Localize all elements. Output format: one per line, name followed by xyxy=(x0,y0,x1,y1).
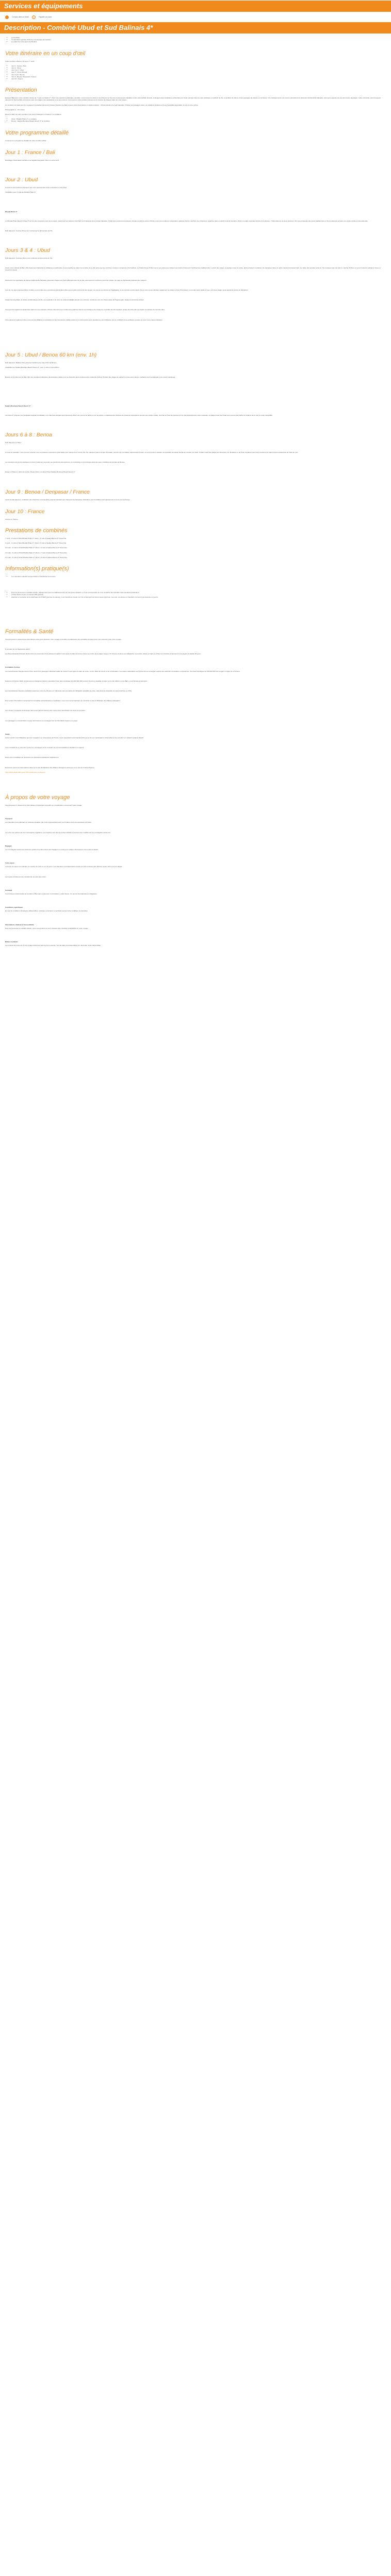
info-title: Information(s) pratique(s) xyxy=(5,565,69,572)
info-list xyxy=(5,575,386,578)
paragraph: Vous passerez également des moments inoubliables en participant à des cérémonies traditionnelles et en découvrant la vie quotidienne des habitants, tout en profitant d'une ambiance sereine au cœur de la nature balinaise. xyxy=(5,318,163,321)
paragraph: Retrouvez toutes les informations utiles sur le site du Ministère des Affaires étrangères ainsi que sur le site de l'Institut Pasteur. xyxy=(5,766,95,769)
description-content xyxy=(0,33,391,946)
paragraph: Les enfants de moins de 2 ans voyagent dans les bras de leurs parents. Les lits bébé sont disponibles sur demande, selon disponibilité. xyxy=(5,944,101,947)
itinerary-list xyxy=(5,65,386,80)
list-item: • Jour 2 : Ubud xyxy=(11,67,386,69)
paragraph: Pour les personnes à mobilité réduite, nous vous invitons à nous contacter afin d'étudier la faisabilité de votre voyage. xyxy=(5,927,89,929)
link-text[interactable]: https://www.diplomatie.gouv.fr/fr/conseils-aux-voyageurs/ xyxy=(5,771,45,773)
paragraph: Aucun vaccin n'est obligatoire pour les voyageurs en provenance de France. Il est cependant recommandé d'être à jour de ses vaccinations universelles et de consulter un médecin avant le départ. xyxy=(5,737,144,739)
list-item: • Combinaison ajoutée d'Ubud et sa paysage atmosphère xyxy=(11,39,386,41)
paragraph: Petit déjeuner. Journées libres pour continuer la découverte de l'île. xyxy=(5,257,53,260)
paragraph: Les ressortissants français souhaitant séjourner moins de 30 jours en Indonésie sont exemptés de l'obligation préalable de visa, mais doivent s'acquitter du visa à l'arrivée (e-VOA). xyxy=(5,689,133,692)
paragraph: Après le petit déjeuner, restitution des chambres et temps libre jusqu'au transfert vers l'aéroport de Denpasar. Assistance aux formalités d'enregistrement et envol pour la France. xyxy=(5,498,131,501)
page xyxy=(0,1,391,946)
programme-intro: Ci-dessous le programme détaillé de votre combiné à Bali : xyxy=(5,139,47,142)
paragraph: Les repas et boissons non mentionnés ne sont pas inclus. xyxy=(5,875,46,878)
legend-included: Compris dans ce forfait xyxy=(12,15,29,18)
legend-payable: Payable sur place xyxy=(38,15,52,18)
subheading: Conduite xyxy=(5,889,12,891)
paragraph: Depuis le 14 février 2024, les personnes étrangères doivent s'acquitter d'une taxe touristique de 150 000 IDR (environ 9 euros), payable en ligne sur le site officiel « Love Bali » ou à l'arrivée à l'aéroport. xyxy=(5,680,148,682)
legend xyxy=(0,12,391,22)
paragraph: Ubud, cœur culturel de Bali, offre beaucoup d'attractions artistiques et spirituelles. Il est possible de visiter les temples de la ville ainsi que les nombreux musées consacrés à l'art balinais. Le Palais Royal d'Ubud ouvre ses portes aux visiteurs qui désirent découvrir l'architecture traditionnelle. La forêt des singes, à quelques pas du centre, abrite plusieurs centaines de macaques dans un cadre naturel impressionnant, au milieu des temples anciens. Ne manquez pas non plus le marché d'Ubud, où vous trouverez artisanat, tissus et souvenirs locaux. xyxy=(5,267,381,272)
paragraph: Vous trouverez ci-dessous les informations importantes à prendre en considération concernant votre voyage. xyxy=(5,804,83,807)
paragraph: Retour à l'hôtel en début de soirée. Repas libres et nuits à l'hôtel Sadara Boutique Beach Resort 4*. xyxy=(5,471,76,473)
paragraph: La durée du séjour est calculée en nombre de nuits et non de jours. Les chambres sont disponibles à partir de 14h et doivent être libérées avant 12h le jour du départ. xyxy=(5,866,123,868)
paragraph: Installation au Sadara Boutique Beach Resort 4*, pour 4 nuits et repos libres. xyxy=(5,366,60,368)
services-banner: Services et équipements xyxy=(0,1,391,12)
paragraph: Les ressortissants français devront être munis d'un passeport individuel valide au moins 6 mois après la date de retour, et d'un billet de retour ou de continuation. Les autres nationalités sont priées de se renseigner auprès des autorités consulaires compétentes. Une taxe touristique de 150 000 IDR est à régler en ligne ou à l'arrivée. xyxy=(5,670,240,672)
paragraph: Installation pour 3 nuits au Rhadia Phalo 4*. xyxy=(5,191,37,194)
day-title: Jour 9 : Benoa / Denpasar / France xyxy=(5,488,90,495)
subheading: Informations relatives à l'accessibilité xyxy=(5,923,34,926)
list-item: • Attention à l'occasion de la célébration du NYEPI (journée du silence), il est interdit de circuler sur l'île et l'aéroport est fermé toute la journée. Les vols, excursions et transferts ne seront pas assurés ce jour-là. xyxy=(11,596,386,598)
paragraph: Visitez Gunung Batur, le volcan emblématique de l'île, pour assister à un lever de soleil inoubliable depuis son sommet. Continuez vers les chutes d'eau de Tegenungan, situées à proximité d'Ubud. xyxy=(5,299,144,301)
hotel-name: Sadara Boutique Beach Resort 4* xyxy=(5,405,31,408)
paragraph: Nous vous conseillons de souscrire une assurance assistance rapatriement. xyxy=(5,756,59,759)
list-item: • Le plaisir de votre séjour de Rendez xyxy=(11,41,386,43)
list-item: • L'hôtel dispose d'une connexion WiFi gratuite. xyxy=(11,594,386,596)
list-item: • Jour 5 : Ubud / Benoa xyxy=(11,71,386,73)
paragraph: Ce combiné est idéal pour les voyageurs souhaitant découvrir plusieurs facettes de Bali à travers deux destinations complémentaires : l'Ubud culturel et le Sud balnéaire. Profitez de paysages variés, de traditions vivantes et d'une hospitalité légendaire, le tout à votre rythme. xyxy=(5,104,199,106)
paragraph: Accueil à votre arrivée à l'aéroport par votre représentant local et transfert à votre hôtel. xyxy=(5,187,67,189)
payable-swatch-icon xyxy=(32,15,36,19)
list-item: • Jour 3 à 4 : Ubud xyxy=(11,69,386,71)
paragraph: Les compagnies aériennes limitent le poids et les dimensions des bagages en soute et en cabine. Renseignez-vous avant le départ. xyxy=(5,849,99,851)
list-item: • Jour 9 : Benoa / Denpasar / France xyxy=(11,76,386,78)
paragraph: Petit déjeuner à l'hôtel. xyxy=(5,441,22,444)
day-title: Jour 1 : France / Bali xyxy=(5,149,55,156)
paragraph: Les passagers en transit dans un pays tiers doivent se renseigner sur les formalités propres à ce pays. xyxy=(5,719,78,722)
paragraph: Il est fortement déconseillé de conduire à Bali sans expérience, la circulation y étant dense. Un permis international est obligatoire. xyxy=(5,893,97,895)
subheading: Santé xyxy=(5,733,10,735)
paragraph: Arrivée en France. xyxy=(5,518,19,520)
paragraph: Photographie 4 : Vos hôtels xyxy=(5,108,25,111)
subheading: Bébés et enfants xyxy=(5,941,18,943)
paragraph: Petit déjeuner. Journée libre pour commencer la découverte de l'île. xyxy=(5,229,53,232)
paragraph: Décollage à destination de Bali et sa capitale Denpasar. Dîner et nuit à bord. xyxy=(5,159,59,161)
list-item: 7 nuits - 3 nuits à l'hôtel Rhadia Phalo 4* Ubud + 4 nuits à Sadara Benoa 4* Nusa Dua xyxy=(5,537,67,539)
paragraph: Les transferts sont effectués en véhicule climatisé, par notre représentant local. Les horaires sont communiqués sur place. xyxy=(5,821,92,824)
list-item: • Jour 10 : France xyxy=(11,78,386,80)
list-item: • Ubud : Rhadia Phalo 4* ou similaire xyxy=(11,118,386,120)
day-title: Jours 3 & 4 : Ubud xyxy=(5,247,50,254)
description-banner: Description - Combiné Ubud et Sud Balinais 4* xyxy=(0,22,391,33)
subheading: Conditions spécifiques xyxy=(5,906,23,909)
included-swatch-icon xyxy=(5,15,9,19)
paragraph: Le Rhadia Phalo Resort & Spa 4* est l'un des premiers resort de la région. Idéal pour les visiteurs cherchant à s'imprégner de la culture balinaise, l'hôtel est à seulement quelques minutes à pied du centre d'Ubud, et de ses nombreux restaurants, galeries d'art et marchés. Les chambres, réparties dans un jardin tropical luxuriant, offrent un cadre reposant propice à la détente. L'hôtel dispose de deux piscines, d'un spa proposant des soins traditionnels et d'un restaurant servant une cuisine locale et internationale. xyxy=(5,219,368,222)
subheading: Formalités d'entrée xyxy=(5,666,20,669)
list-item: 9 nuits - 4 nuits à l'hôtel Rhadia Phalo 4* Ubud + 5 nuits à Sadara Benoa 4* Nusa Dua xyxy=(5,542,67,545)
list-item: 12 nuits - 5 nuits à l'hôtel Rhadia Phalo 4* Ubud + 7 nuits à Sadara Benoa 4* Nusa Dua xyxy=(5,551,67,554)
paragraph: Vous trouverez ci-dessous les informations utiles pour préparer votre voyage et prendre connaissance des actualités du pays pour vous sécuriser pour votre voyage. xyxy=(5,638,122,640)
paragraph: Cet hôtel 4* propose une escapade tropicale inoubliable. Les chambres élégamment décorées offrent une vue sur le jardin ou sur la piscine. L'établissement dispose de plusieurs restaurants servant une cuisine variée, d'un bar en bord de piscine et d'un spa proposant des soins relaxants. La plage privée de l'hôtel vous permet de profiter du soleil et de la mer en toute tranquillité. xyxy=(5,414,273,416)
subheading: Transport xyxy=(5,818,13,820)
highlights-list xyxy=(5,37,386,43)
apropos-title: À propos de votre voyage xyxy=(5,794,70,801)
itinerary-intro: Votre combiné a Bali en 10 jours / 7 nuits : xyxy=(5,60,35,62)
prestations-title: Prestations de combinés xyxy=(5,527,68,534)
paragraph: Les amateurs de sports nautiques pourront s'adonner au jet-ski, au parachute ascensionnel, au snorkeling ou à la plongée dans les eaux cristallines de la baie de Benoa. xyxy=(5,461,125,464)
formalites-title: Formalités & Santé xyxy=(5,628,54,635)
hotel-name: Rhadia Phalo 4* xyxy=(5,211,18,213)
info-list-2 xyxy=(5,591,386,598)
list-item: • Jour 6 à 8 : Benoa xyxy=(11,74,386,76)
subheading: Votre séjour xyxy=(5,862,14,865)
day-title: Jour 5 : Ubud / Benoa 60 km (env. 1h) xyxy=(5,351,97,358)
subheading: Bagages xyxy=(5,844,12,847)
presentation-title: Présentation xyxy=(5,87,37,94)
paragraph: Découvrez les spectacles de danse traditionnelle balinaise présentés chaque soir dans différents lieux de la ville, ainsi que les nombreux cours de cuisine, de yoga ou d'artisanat proposés aux visiteurs. xyxy=(5,279,147,281)
paragraph: En cas de conditions climatiques défavorables, certaines excursions ou activités peuvent être modifiées ou annulées. xyxy=(5,910,88,912)
list-item: • La flexibilité xyxy=(11,37,386,39)
paragraph: Les mineurs voyageant à l'étranger sans leurs parents doivent être munis d'une autorisation de sortie du territoire. xyxy=(5,709,86,712)
paragraph: Explorez Bali avec notre combiné unique de 7 nuits en Hotels 4*. Vivez une expérience balinaise complète, commencez la culture et de l'histoire de l'île avec la découverte détaillée et des sites de Bali. Ensuite, prolongez dans l'ambiance authentique de Ubud, plongez dans le cœur artistique et spirituel de l'île, et profitez du calme et des paysages de rizières en terrasses. Vos hébergements sur mesure permettent de découvrir l'authenticité balinaise, ainsi qu'un aperçu de ses plus beaux paysages. Cette extension vous fera aussi découvrir le Sud de Bali, plus animé avec ses plages, ses restaurants et sa vie nocturne. Vous pourrez alors profiter pleinement du charme de chaque étape de votre séjour. xyxy=(5,97,381,101)
list-item: • Jour 1 : France / Bali xyxy=(11,65,386,67)
paragraph: Il est conseillé de se prémunir contre les moustiques et de consulter les recommandations sanitaires en vigueur. xyxy=(5,747,85,749)
list-item: • Les transferts collectifs aéroport/hôtel et hôtel/hôtel sont inclus. xyxy=(11,575,386,578)
paragraph: Pour toutes informations concernant les formalités administratives et sanitaires, nous vous recommandons de consulter le site du Ministère des Affaires étrangères. xyxy=(5,700,121,702)
hotels-list xyxy=(5,118,386,122)
itinerary-title: Votre itinéraire en un coup d'œil xyxy=(5,50,86,57)
paragraph: À compter du 1er Septembre 2023 : xyxy=(5,648,31,650)
list-item: 14 nuits - 6 nuits à l'hôtel Rhadia Phalo 4* Ubud + 8 nuits à Sadara Benoa 4* Nusa Dua xyxy=(5,556,67,558)
paragraph: Vous pourrez également déambuler dans les rues animées d'Ubud, découvrir ses nombreuses galeries d'art et ses boutiques de créateurs, et profiter de l'atmosphère unique de cette ville qui inspire les artistes du monde entier. xyxy=(5,309,165,311)
paragraph: Les vols sont opérés par des compagnies régulières. Les horaires sont donnés à titre indicatif et peuvent être modifiés par les compagnies aériennes. xyxy=(5,831,111,834)
paragraph: Dans le cadre de votre combiné vous serez hébergés en hôtels 4* ou similaires. xyxy=(5,113,62,116)
list-item: • Benoa : Sadara Boutique Beach Resort 4* ou similaire xyxy=(11,120,386,122)
day-title: Jour 2 : Ubud xyxy=(5,177,38,183)
list-item: • Pour les personnes à mobilité réduite, pratiquement tous les établissements ont des accès adaptés, et il est recommandé de nous contacter afin d'étudier toute demande particulière. xyxy=(11,591,386,594)
paragraph: Benoa, sur la côte sud de Bali, offre une ambiance balnéaire décontractée, idéale pour se détendre après la découverte culturelle d'Ubud. Profitez des plages de sable fin et des eaux calmes, parfaites pour la baignade et les sports nautiques. xyxy=(5,376,176,379)
day-title: Jour 10 : France xyxy=(5,508,45,515)
day-title: Jours 6 à 8 : Benoa xyxy=(5,431,53,438)
paragraph: Lors de vos deux journées libres, profitez en pour faire des excursions optionnelles telles que la visite de la forêt des singes, ou encore les rizières de Tegallalang, et les temples environnants. Nous vous recommandons également de visiter le Pura Tirta Empul, un temple sacré dédié à l'eau, et le Goa Gajah, aussi appelé la Grotte de l'Éléphant. xyxy=(5,289,249,291)
programme-title: Votre programme détaillé xyxy=(5,129,69,136)
list-item: 10 nuits - 4 nuits à l'hôtel Rhadia Phalo 4* Ubud + 6 nuits à Sadara Benoa 4* Nusa Dua xyxy=(5,547,67,549)
paragraph: Petit déjeuner. Matinée libre jusqu'au transfert vers votre hôtel de Benoa. xyxy=(5,361,57,364)
paragraph: Si vous le souhaitez, vous pourrez réserver une ou plusieurs excursions optionnelles pour découvrir le sud de l'île. Ne manquez pas le temple d'Uluwatu, perché sur une falaise surplombant l'océan, où vous pourrez assister au spectacle de danse Kecak au coucher du soleil. Profitez aussi des plages de Nusa Dua, de Jimbaran ou de Kuta, réputées pour leurs couchers de soleil et leurs restaurants de fruits de mer. xyxy=(5,451,298,453)
paragraph: Les Ressortissants Français doivent être en possession d'un passeport valide 6 mois après la date de retour et avec au moins deux pages vierges. Un visa de tourisme est obligatoire, il peut être obtenu en ligne (e-VOA) ou à l'arrivée à l'aéroport, il est payant et valable 30 jours. xyxy=(5,653,201,655)
